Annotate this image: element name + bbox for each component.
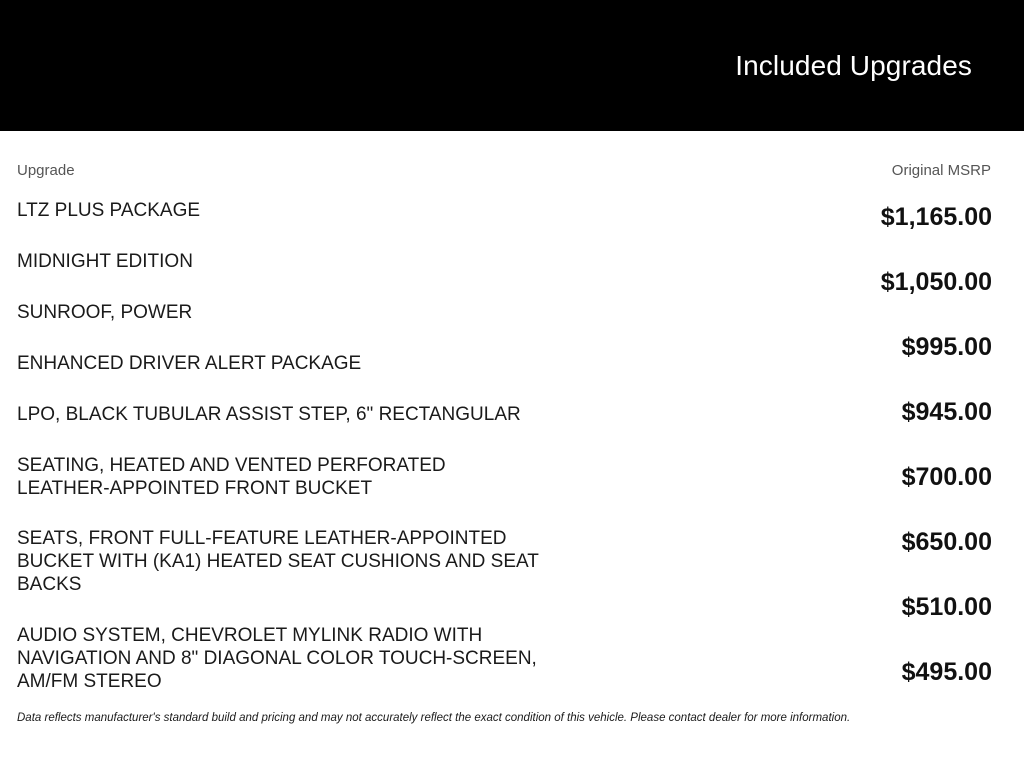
price-value: $700.00 <box>901 463 992 491</box>
price-value: $510.00 <box>901 593 992 621</box>
price-value: $945.00 <box>901 398 992 426</box>
price-value: $650.00 <box>901 528 992 556</box>
upgrade-item: SUNROOF, POWER <box>17 302 193 323</box>
upgrade-item: LPO, BLACK TUBULAR ASSIST STEP, 6" RECTANGULAR <box>17 404 521 425</box>
page-title: Included Upgrades <box>735 50 972 81</box>
upgrade-item: LTZ PLUS PACKAGE <box>17 200 201 221</box>
price-value: $495.00 <box>901 658 992 686</box>
msrp-column-header: Original MSRP <box>891 162 991 179</box>
upgrade-item: SEATING, HEATED AND VENTED PERFORATED LEATHER-APPOINTED FRONT BUCKET <box>17 455 446 499</box>
upgrade-item: SEATS, FRONT FULL-FEATURE LEATHER-APPOINTED BUCKET WITH (KA1) HEATED SEAT CUSHIONS AND SEAT BACKS <box>17 528 539 595</box>
disclaimer-footnote: Data reflects manufacturer's standard build and pricing and may not accurately reflect the exact condition of this vehicle. Please contact dealer for more information. <box>17 712 851 724</box>
upgrade-item: ENHANCED DRIVER ALERT PACKAGE <box>17 353 362 374</box>
price-value: $995.00 <box>901 333 992 361</box>
upgrade-item: MIDNIGHT EDITION <box>17 251 193 272</box>
upgrade-item: AUDIO SYSTEM, CHEVROLET MYLINK RADIO WITH NAVIGATION AND 8" DIAGONAL COLOR TOUCH-SCREEN, AM/FM STEREO <box>17 625 537 692</box>
upgrade-column-header: Upgrade <box>17 162 75 179</box>
price-value: $1,165.00 <box>880 203 992 231</box>
header-bar <box>0 0 1024 131</box>
price-value: $1,050.00 <box>880 268 992 296</box>
